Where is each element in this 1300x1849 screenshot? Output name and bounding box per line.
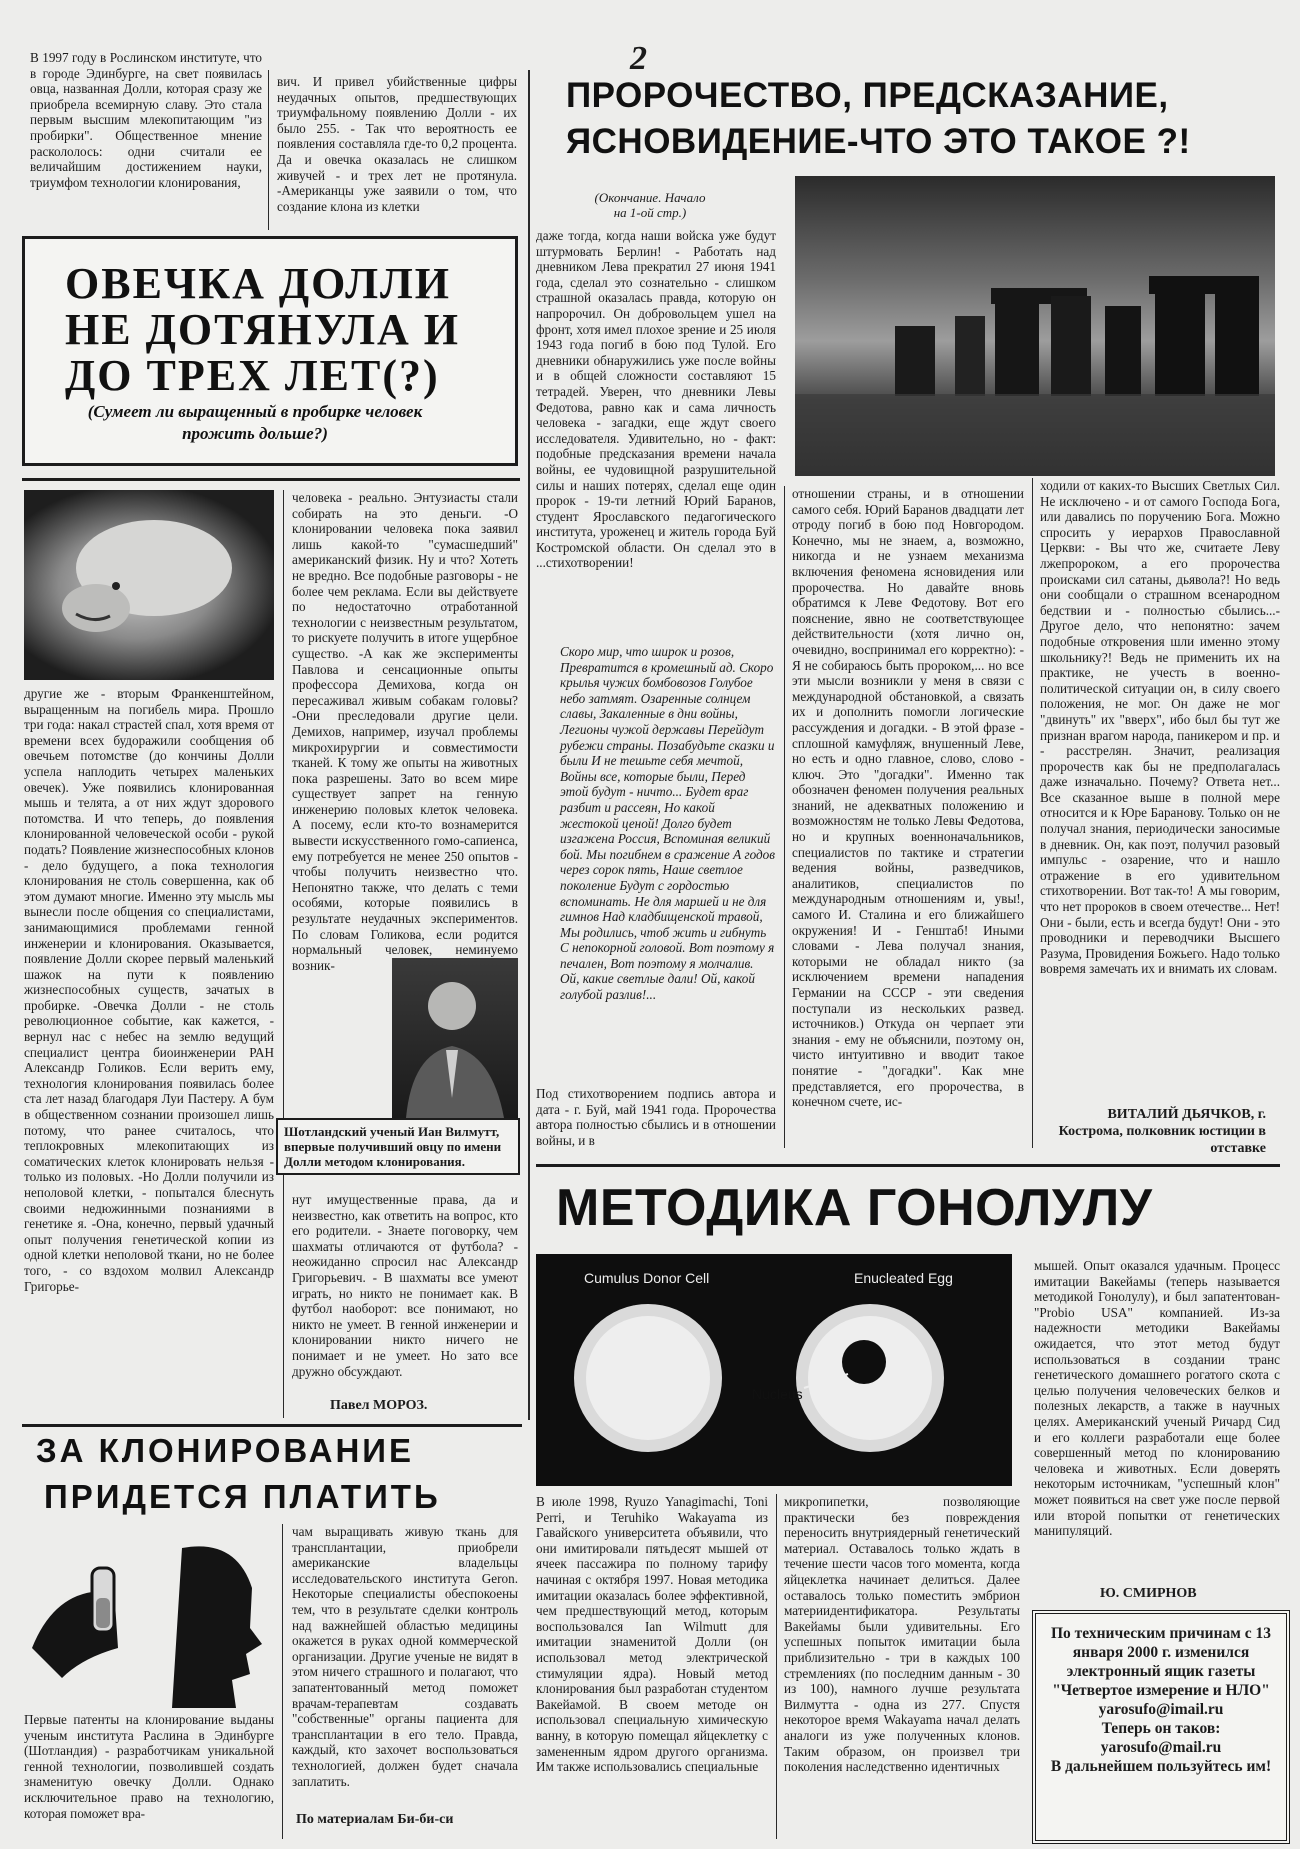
rule-paying-top <box>22 1424 522 1427</box>
wilmut-photo <box>392 958 518 1118</box>
notice-text: По техническим причинам с 13 января 2000 г. изменился электронный ящик газеты "Четвертое измерение и НЛО" <box>1051 1625 1271 1699</box>
stonehenge-photo <box>795 176 1275 476</box>
stonehenge-icon <box>795 176 1275 476</box>
page-number: 2 <box>630 40 647 77</box>
dolly-intro-text-2: вич. И привел убийственные цифры неудачных опытов, предшествующих триумфальному появлению Долли - их было 255. - Так что вероятность ее появления составляла где-то 0,2 процента. Да и овечка оказалась не слишком живучей - и трех лет не протянула. -Американцы уже заявили о том, что создание клона из клетки <box>277 74 517 214</box>
rule-main-divider <box>528 70 530 1420</box>
prophecy-column-1: даже тогда, когда наши войска уже будут штурмовать Берлин! - Работать над дневником Лева прекратил 27 июня 1941 года, сделал это сознательно - слишком страшной оказалась правда, которую он напророчил. Он добровольцем ушел на фронт, хотя имел плохое зрение и 25 июля 1943 года погиб в бою под Тулой. Его дневники обнаружились уже после войны и в общей сложности составляют 15 тетрадей. Уверен, что дневники Левы Федотова, равно как и сама личность человека - загадки, еще ждут своего исследователя. Удивительно, но - факт: подобные предсказания времени начала войны, ее чудовищной разрушительной силы и наших потерях, сделал еще один пророк - 19-ти летний Юрий Баранов, студент Ярославского педагогического института, уроженец и житель города Буй Костромской области. Он сделал это в ...стихотворении! <box>536 228 776 571</box>
dolly-sheep-photo <box>24 490 274 680</box>
notice-closing: В дальнейшем пользуйтесь им! <box>1050 1758 1272 1775</box>
prophecy-title-line-2: ЯСНОВИДЕНИЕ-ЧТО ЭТО ТАКОЕ ?! <box>566 122 1191 161</box>
honolulu-author: Ю. СМИРНОВ <box>1100 1586 1197 1601</box>
rule-dolly-cols <box>283 490 284 1418</box>
email-notice-box <box>1032 1610 1290 1844</box>
diagram-label-enucleated-egg: Enucleated Egg <box>854 1270 953 1286</box>
prophecy-column-2: отношении страны, и в отношении самого себя. Юрий Баранов двадцати лет отроду погиб в бою под Новгородом. Конечно, мы не знаем, а, возможно, никогда и не узнаем механизма включения феномена ясновидения или пророчества. Но давайте вновь обратимся к Леве Федотову. Вот его пояснение, явно не соответствующее действительности (хотя лично он, очевидно, воспринимал его корректно): - Я не собираюсь быть пророком,... но все эти мысли возникли у меня в связи с международной обстановкой, а связать их и дополнить помогли логические рассуждения и догадки. - В этой фразе - сплошной камуфляж, внушенный Леве, но есть и одно главное, слово, слово - ключ. Это "догадки". Именно так обозначен феномен получения реальных знаний, не адекватных положению и возможностям не только Левы Федотова, но и крупных военноначальников, специалистов по тактике и стратегии ведения войны, разведчиков, аналитиков, специалистов по международным отношениям и, увы!, самого И. Сталина и его ближайшего окружения! И - Генштаб! Иными словами - Лева получал знания, которыми не обладал никто (за исключением времени нападения Германии на СССР - эти сведения поступали из нескольких развед. источников.) Откуда он черпает эти знания - ему не объяснили, поэтому он, чисто интуитивно и вводит такое понятие - "догадки". Как мне представляется, его пророчества, в конечном счете, ис- <box>792 486 1024 1110</box>
honolulu-column-1: В июле 1998, Ryuzo Yanagimachi, Toni Perri, и Teruhiko Wakayama из Гавайского университета объявили, что они имитировали пятьдесят мышей от ячеек пассажира по полному тарифу начиная с октября 1997. Новая методика имитации оказалась более эффективной, чем предшествующий метод, которым воспользовался Ian Wilmutt для имитации знаменитой Долли (он использовал метод электрической стимуляции ядра). Новый метод клонирования был разработан студентом Вакейамой. В своем методе он использовал специальную химическую ванну, в которую помещал яйцеклетку с замененным ядром другого организма. Им также использовались специальные <box>536 1494 768 1775</box>
honolulu-right-column: мышей. Опыт оказался удачным. Процесс имитации Вакейамы (теперь называется методикой Гонолулу), и был запатентован-"Probio USA" компанией. Из-за надежности методики Вакейамы ожидается, что этот метод будут использоваться в создании транс генетического домашнего рогатого скота с целью получения человеческих белков и полезных лекарств, а также в научных целях. Американский ученый Ричард Сид и его коллеги разработали еще более совершенный метод по клонированию человека и животных. Если доверять некоторым источникам, "успешный клон" может появиться на свет уже после первой или второй попытки от генетических манипуляций. <box>1034 1258 1280 1539</box>
cell-diagram-graphic <box>536 1254 1012 1486</box>
rule-dolly-top <box>22 478 520 481</box>
notice-new-email[interactable]: yarosufo@mail.ru <box>1100 1739 1222 1756</box>
diagram-label-nucleus: Nucleus <box>752 1386 803 1402</box>
dolly-column-2: человека - реально. Энтузиасты стали собирать на это деньги. -О клонировании человека пока заявил лишь какой-то "сумасшедший" американский физик. Ну и что? Хотеть не вредно. Все подобные разговоры - не более чем реклама. Если вы действуете по недостаточно отработанной технологии с неизвестным результатом, то рискуете получить в итоге ущербное существо. -А как же эксперименты Павлова и сенсационные опыты профессора Демихова, когда он пересаживал живым собакам головы? -Они преследовали другие цели. Демихов, например, изучал проблемы микрохирургии и совместимости тканей. К тому же опыты на животных пока разрешены. Зато во всем мире существует запрет на генную инженерию половых клеток человека. А посему, если кто-то вознамерится вывести искусственного гомо-сапиенса, ему потребуется не менее 250 опытов - чтобы получить неизвестно что. Непонятно также, что делать с теми особями, которые появились в результате неудачных экспериментов. По словам Голикова, если родится нормальный человек, неминуемо возник- <box>292 490 518 973</box>
paying-column-2: чам выращивать живую ткань для трансплантации, приобрели американские владельцы исследовательского института Geron. Некоторые специалисты обеспокоены тем, что в результате сделки контроль над важнейшей областью медицины окажется в руках одной коммерческой организации. Другие ученые не видят в этом ничего страшного и полагают, что запатентованный метод поможет врачам-терапевтам создавать "собственные" органы пациента для трансплантации в его тело. Правда, каждый, кто захочет воспользоваться технологией, должен будет сначала заплатить. <box>292 1524 518 1789</box>
prophecy-title-line-1: ПРОРОЧЕСТВО, ПРЕДСКАЗАНИЕ, <box>566 76 1169 115</box>
rule-honolulu-top <box>536 1164 1280 1167</box>
honolulu-title: МЕТОДИКА ГОНОЛУЛУ <box>556 1179 1153 1237</box>
prophecy-column-1-end: Под стихотворением подпись автора и дата - г. Буй, май 1941 года. Пророчества автора полностью сбылись и в отношении войны, и в <box>536 1086 776 1148</box>
dolly-column-1: другие же - вторым Франкенштейном, выращенным на погибель мира. Прошло три года: накал страстей спал, хотя время от времени всех будоражили сообщения об овечьем потомстве (до кончины Долли успела наплодить четырех маленьких овечек). Уже появились клонированная мышь и телята, а от них ждут здорового потомства. И что теперь, до появления клонированной человеческой особи - рукой подать? Появление жизнеспособных клонов - дело будущего, а пока технология клонирования не столь совершенна, как об этом думают многие. Именно эту мысль мы вынесли после общения со специалистами, занимающимися проблемами генной инженерии и клонирования. Оказывается, появление Долли скорее первый маленький шажок на пути к появлению жизнеспособных существ, зачатых в пробирке. -Овечка Долли - не столь революционное событие, как кажется, - вернул нас с небес на землю ведущий специалист центра биоинженерии РАН Александр Голиков. Если верить ему, технология клонирования появилась более ста лет назад благодаря Луи Пастеру. А бум в общественном сознании произошел лишь потому, что ранее считалось, что теплокровных млекопитающих из соматических клеток клонировать нельзя - только из половых. -Но Долли получили из неполовой клетки, - попытался блеснуть своими недюжинными познаниями в генетике я. -Она, конечно, первый удачный опыт получения генетической копии из одной клетки неполовой ткани, но не более того, - со вздохом молвил Александр Григорье- <box>24 686 274 1294</box>
paying-title-line-1: ЗА КЛОНИРОВАНИЕ <box>36 1432 415 1469</box>
dolly-author: Павел МОРОЗ. <box>330 1398 428 1413</box>
dolly-intro-text: В 1997 году в Рослинском институте, что в городе Эдинбурге, на свет появилась овца, названная Долли, которая сразу же приобрела всемирную славу. Это стала первым высшим млекопитающим "из пробирки". Общественное мнение раскололось: одни считали ее величайшим достижением науки, триумфом технологии клонирования, <box>30 50 262 190</box>
rule-honolulu-1 <box>776 1494 777 1839</box>
notice-old-email[interactable]: yarosufo@imail.ru <box>1098 1701 1224 1718</box>
sheep-icon <box>24 490 274 680</box>
prophecy-author: ВИТАЛИЙ ДЬЯЧКОВ, г. Кострома, полковник юстиции в отставке <box>1058 1107 1266 1156</box>
dolly-headline-box <box>22 236 518 466</box>
paying-title-line-2: ПРИДЕТСЯ ПЛАТИТЬ <box>44 1478 441 1515</box>
rule-paying <box>282 1524 283 1839</box>
prophecy-continuation: (Окончание. Начало на 1-ой стр.) <box>594 190 706 220</box>
diagram-label-donor-cell: Cumulus Donor Cell <box>584 1270 710 1286</box>
notice-new-label: Теперь он таков: <box>1101 1720 1221 1737</box>
honolulu-cell-diagram <box>536 1254 1012 1486</box>
prophecy-column-3: ходили от каких-то Высших Светлых Сил. Не исключено - и от самого Господа Бога, или давались по поручению Бога. Можно спросить у иерархов Православной Церкви: - Вы что же, считаете Леву лжепророком, а его пророчества происками сил сатаны, дьявола?! Но ведь они сообщали о страшном всенародном бедствии и - полностью сбылись...- Другое дело, что непонятно: зачем подобные откровения шли именно этому школьнику?! Ведь не применить их на практике, не учесть в военно-политической ситуации он, в силу своего положения, не мог. Он даже не мог "двинуть" их "вверх", ибо был бы тут же признан врагом народа, паникером и пр. и - расстрелян. Значит, реализация пророчеств как бы не предполагалась даже изначально. Почему? Ответа нет... Все сказанное выше в полной мере относится и к Юре Баранову. Только он не получал знания, периодически заносимые в дневник. Он, как поэт, получил разовый импульс - озарение, что и нашло отражение в его удивительном стихотворении. Вот так-то! А мы говорим, что нет пророков в своем отечестве... Нет! Они - были, есть и всегда будут! Они - это проводники и переводчики Высшего Разума, Провидения Божьего. Надо только вовремя замечать их и внимать их словам. <box>1040 478 1280 977</box>
paying-column-1: Первые патенты на клонирование выданы ученым института Раслина в Эдинбурге (Шотландия) - разработчикам уникальной генной технологии, позволившей создать знаменитую овечку Долли. Однако исключительное право на технологию, которая поможет вра- <box>24 1712 274 1821</box>
dolly-subtitle: (Сумеет ли выращенный в пробирке человек прожить дольше?) <box>87 402 423 443</box>
honolulu-column-2: микропипетки, позволяющие практически без повреждения переносить внутриядерный генетический материал. Оставалось только ждать в течение шести часов того момента, когда яйцеклетка начинает делиться. Далее оставалось только поместить эмбрион материидентификатора. Результаты Вакейамы были удивительны. Его успешных попыток имитации была приблизительно - три в каждых 100 стремлениях (по последним данным - 30 из 100), намного лучше результата Вилмутта - одна из 277. Спустя некоторое время Wakayama начал делать аналоги из уже полученных клонов. Таким образом, он произвел три поколения наследственно идентичных <box>784 1494 1020 1775</box>
cloning-illustration <box>22 1528 272 1708</box>
rule-prophecy-1 <box>784 486 785 1148</box>
person-icon <box>392 958 518 1118</box>
prophecy-poem: Скоро мир, что широк и розов, Превратится в кромешный ад. Скоро крылья чужих бомбовозов Голубое небо затмят. Озаренные солнцем славы, Закаленные в дни войны, Легионы чужой державы Перейдут рубежи страны. Позабудьте сказки и были И не тешьте себя мечтой, Войны все, которые были, Перед этой будут - ничто... Будет враг разбит и рассеян, Но какой жестокой ценой! Долго будет изгажена Россия, Вспоминая великий бой. Мы погибнем в сражение А годов через сорок пять, Наше светлое поколение Будут с гордостью вспоминать. Не для маршей и не для гимнов Над кладбищенской травой, Мы родились, чтоб жить и гибнуть С непокорной головой. Вот поэтому я печален, Вот поэтому я молчалив. Ой, какие светлые дали! Ой, какой голубой разлив!... <box>560 644 775 1003</box>
dolly-title: ОВЕЧКА ДОЛЛИ НЕ ДОТЯНУЛА И ДО ТРЕХ ЛЕТ(?) <box>65 259 461 400</box>
silhouette-icon <box>22 1528 272 1708</box>
paying-source: По материалам Би-би-си <box>296 1812 454 1827</box>
rule-prophecy-2 <box>1032 478 1033 1148</box>
dolly-column-2b: нут имущественные права, да и неизвестно, как ответить на вопрос, кто его родители. - Знаете поговорку, чем шахматы отличаются от футбола? - неожиданно спросил нас Александр Григорьевич. - В шахматы все умеют играть, но никто не понимает как. В футбол наоборот: все понимают, но никто не умеет. В генной инженерии и клонировании никто ничего не понимает и не умеет. Но зато все дружно обсуждают. <box>292 1192 518 1379</box>
wilmut-photo-caption: Шотландский ученый Иан Вилмутт, впервые получивший овцу по имени Долли методом клонирования. <box>276 1118 520 1175</box>
rule-intro <box>268 70 269 230</box>
